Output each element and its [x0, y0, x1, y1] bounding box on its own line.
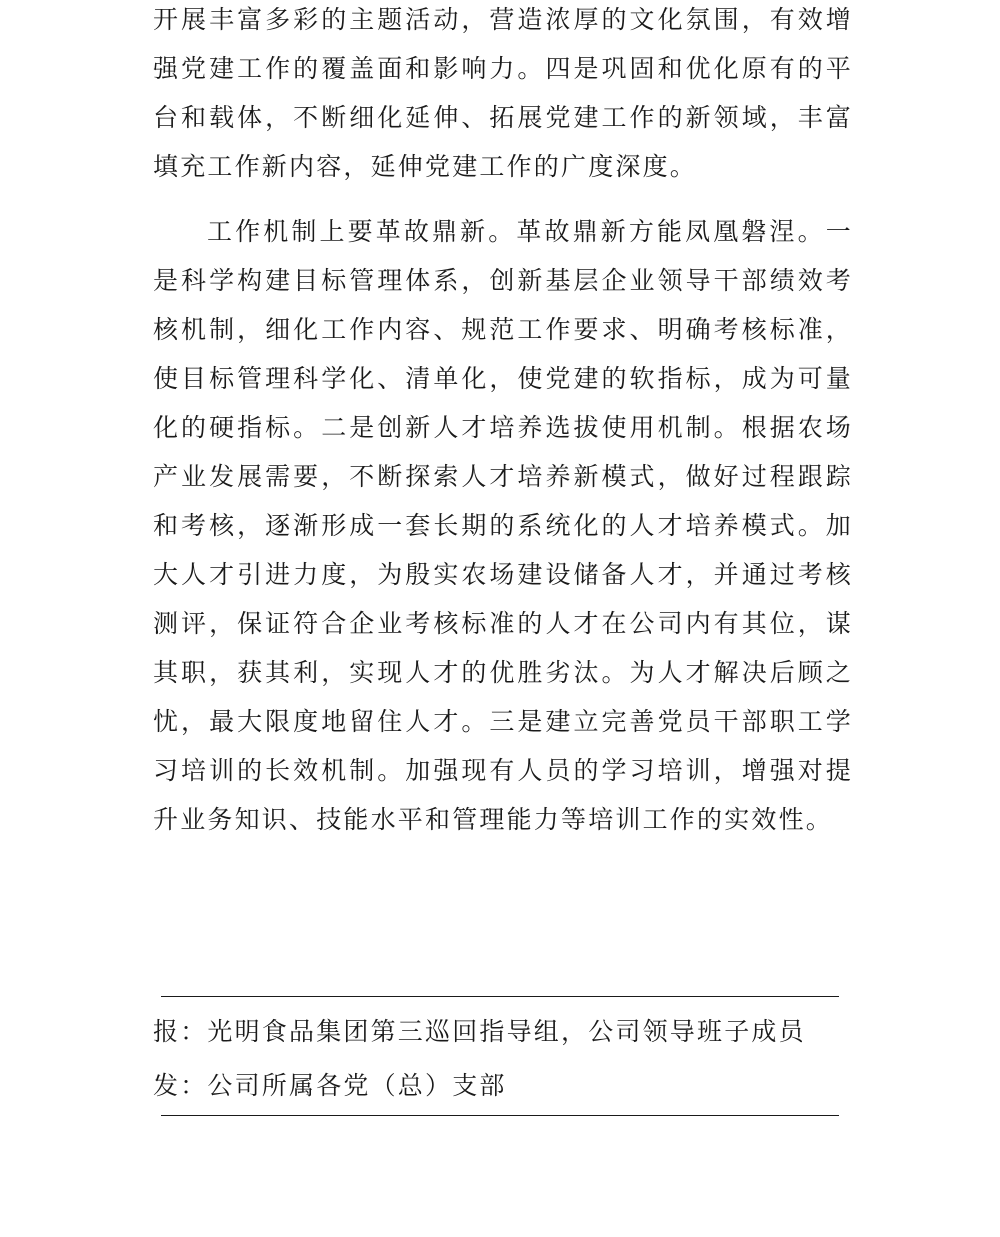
distribution-bottom-rule: [161, 1115, 839, 1116]
document-body: [153, 0, 853, 844]
send-recipients: 发：公司所属各党（总）支部: [153, 1071, 507, 1100]
distribution-top-rule: [161, 996, 839, 997]
body-paragraph: 开展丰富多彩的主题活动，营造浓厚的文化氛围，有效增强党建工作的覆盖面和影响力。四是巩固和优化原有的平台和载体，不断细化延伸、拓展党建工作的新领域，丰富填充工作新内容，延伸党建工作的广度深度。: [153, 5, 853, 181]
report-recipients: 报：光明食品集团第三巡回指导组，公司领导班子成员: [153, 1017, 806, 1046]
body-paragraph: 工作机制上要革故鼎新。革故鼎新方能凤凰磐涅。一是科学构建目标管理体系，创新基层企业领导干部绩效考核机制，细化工作内容、规范工作要求、明确考核标准，使目标管理科学化、清单化，使党建的软指标，成为可量化的硬指标。二是创新人才培养选拔使用机制。根据农场产业发展需要，不断探索人才培养新模式，做好过程跟踪和考核，逐渐形成一套长期的系统化的人才培养模式。加大人才引进力度，为殷实农场建设储备人才，并通过考核测评，保证符合企业考核标准的人才在公司内有其位，谋其职，获其利，实现人才的优胜劣汰。为人才解决后顾之忧，最大限度地留住人才。三是建立完善党员干部职工学习培训的长效机制。加强现有人员的学习培训，增强对提升业务知识、技能水平和管理能力等培训工作的实效性。: [153, 217, 853, 834]
